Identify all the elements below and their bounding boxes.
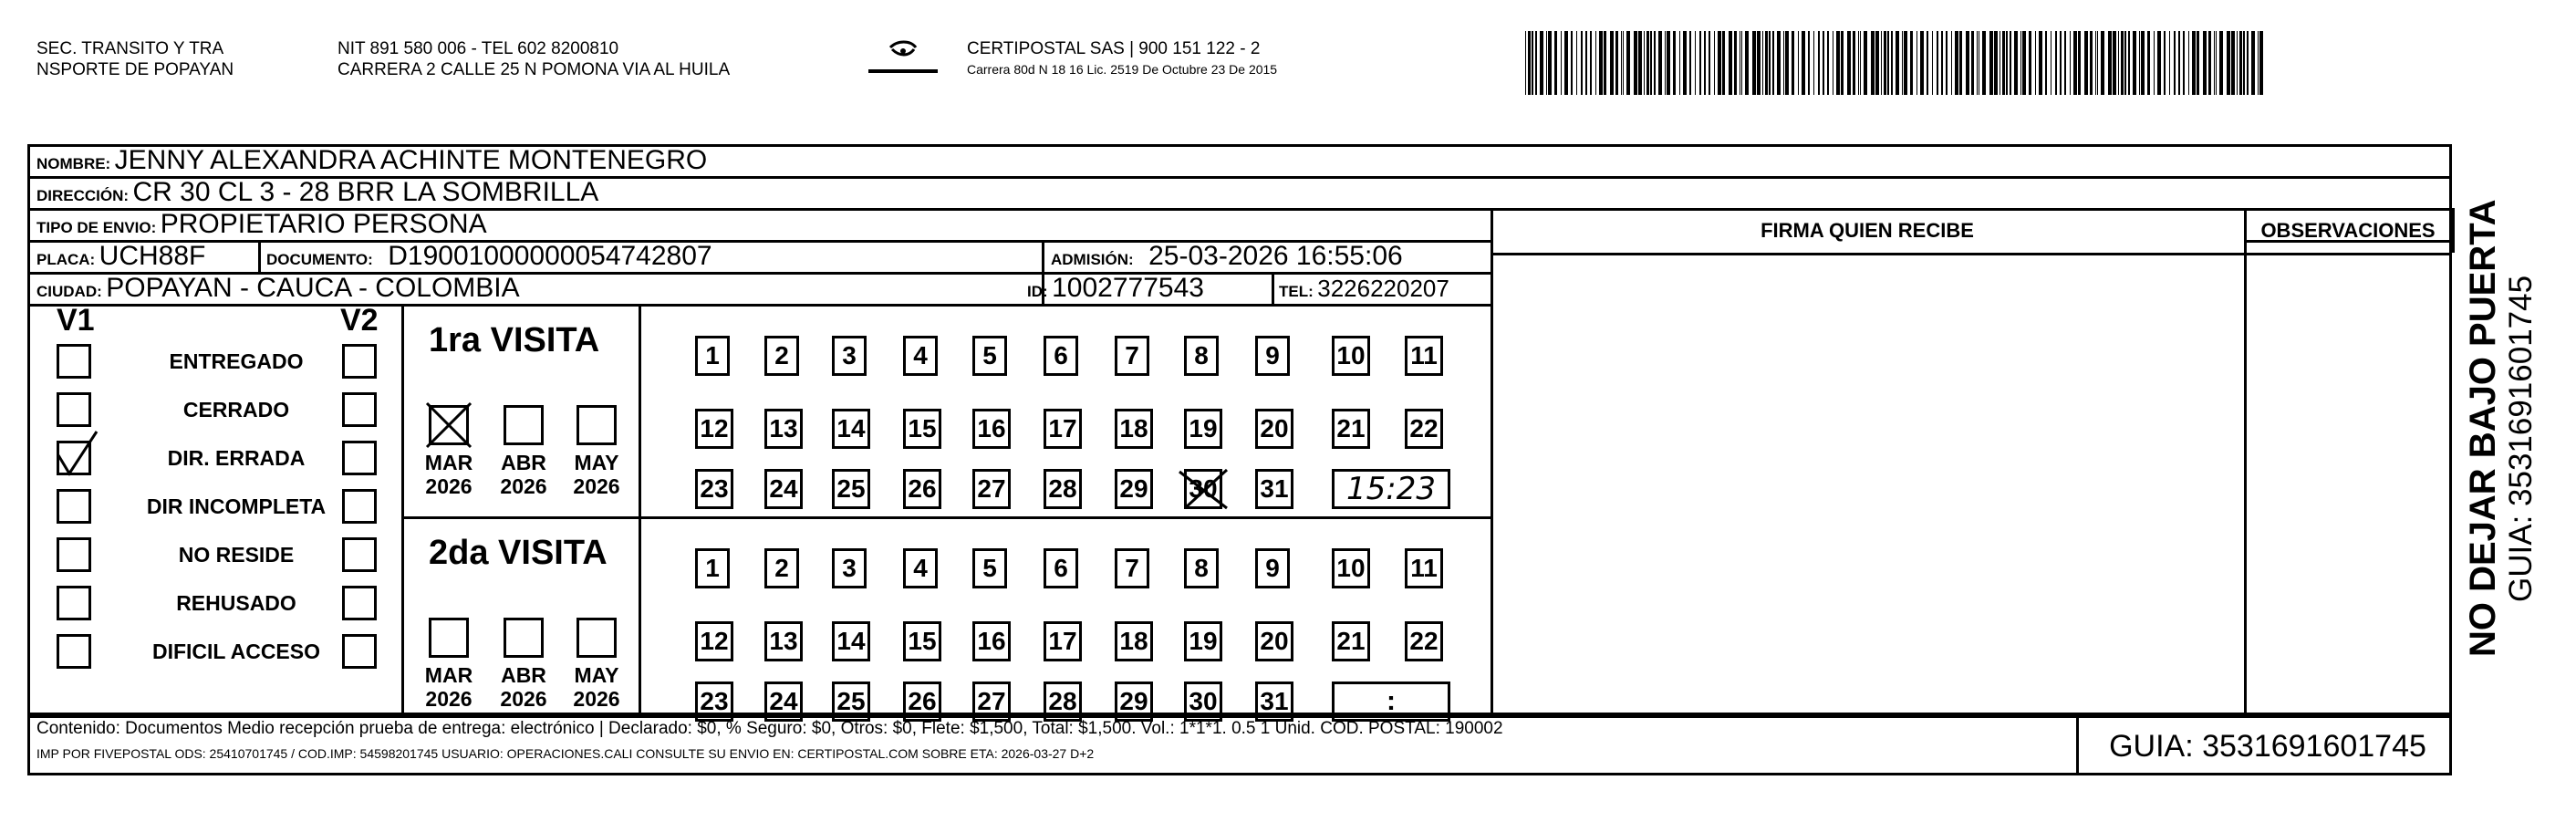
nombre-label: NOMBRE: bbox=[36, 155, 111, 172]
status-v2-checkbox[interactable] bbox=[342, 586, 377, 620]
status-v1-checkbox[interactable] bbox=[57, 537, 91, 572]
tipo-envio-label: TIPO DE ENVIO: bbox=[36, 219, 157, 236]
month-checkbox[interactable] bbox=[576, 618, 617, 658]
day-box[interactable]: 4 bbox=[903, 336, 938, 376]
direccion-label: DIRECCIÓN: bbox=[36, 187, 130, 204]
day-box[interactable]: 13 bbox=[764, 621, 803, 661]
placa-value: UCH88F bbox=[99, 241, 206, 271]
admision-label: ADMISIÓN: bbox=[1051, 251, 1134, 268]
day-box[interactable]: 17 bbox=[1044, 409, 1082, 449]
status-v2-checkbox[interactable] bbox=[342, 392, 377, 427]
day-box[interactable]: 8 bbox=[1184, 336, 1219, 376]
day-box[interactable]: 13 bbox=[764, 409, 803, 449]
status-label: CERRADO bbox=[182, 398, 290, 421]
day-box[interactable]: 6 bbox=[1044, 336, 1078, 376]
day-box[interactable]: 18 bbox=[1115, 621, 1153, 661]
sender-address: CARRERA 2 CALLE 25 N POMONA VIA AL HUILA bbox=[338, 60, 731, 79]
status-v1-checkbox[interactable] bbox=[57, 634, 91, 669]
observations-area[interactable] bbox=[2247, 255, 2452, 715]
day-box[interactable]: 12 bbox=[695, 409, 733, 449]
sender-line-1: SEC. TRANSITO Y TRA bbox=[36, 39, 224, 58]
tel-value: 3226220207 bbox=[1317, 275, 1449, 302]
visit-time-field[interactable]: 15:23 bbox=[1332, 469, 1450, 509]
day-box[interactable]: 8 bbox=[1184, 548, 1219, 588]
sender-line-2: NSPORTE DE POPAYAN bbox=[36, 60, 234, 79]
day-box[interactable]: 29 bbox=[1115, 682, 1153, 722]
status-v1-checkbox[interactable] bbox=[57, 489, 91, 524]
month-label: MAR 2026 bbox=[424, 451, 473, 498]
day-box[interactable]: 25 bbox=[832, 469, 870, 509]
side-guia-number: GUIA: 3531691601745 bbox=[2503, 275, 2539, 602]
month-checkbox[interactable] bbox=[504, 618, 544, 658]
month-label: ABR 2026 bbox=[500, 663, 547, 711]
id-value: 1002777543 bbox=[1052, 273, 1204, 303]
day-box[interactable]: 9 bbox=[1255, 548, 1290, 588]
status-v2-checkbox[interactable] bbox=[342, 441, 377, 475]
admision-value: 25-03-2026 16:55:06 bbox=[1148, 241, 1403, 271]
status-v2-checkbox[interactable] bbox=[342, 537, 377, 572]
day-box[interactable]: 11 bbox=[1405, 548, 1443, 588]
tipo-envio-value: PROPIETARIO PERSONA bbox=[160, 209, 487, 239]
id-label: ID: bbox=[1027, 283, 1048, 300]
day-box[interactable]: 20 bbox=[1255, 409, 1293, 449]
day-box[interactable]: 27 bbox=[972, 469, 1011, 509]
day-box[interactable]: 30 bbox=[1184, 682, 1222, 722]
placa-label: PLACA: bbox=[36, 251, 96, 268]
day-box[interactable]: 12 bbox=[695, 621, 733, 661]
day-box[interactable]: 24 bbox=[764, 469, 803, 509]
day-box[interactable]: 25 bbox=[832, 682, 870, 722]
day-box[interactable]: 16 bbox=[972, 621, 1011, 661]
day-box[interactable]: 9 bbox=[1255, 336, 1290, 376]
month-label: ABR 2026 bbox=[500, 451, 547, 498]
day-box[interactable]: 30 bbox=[1184, 469, 1222, 509]
status-label: REHUSADO bbox=[176, 591, 296, 615]
certipostal-logo bbox=[865, 36, 941, 82]
status-v2-checkbox[interactable] bbox=[342, 489, 377, 524]
day-box[interactable]: 29 bbox=[1115, 469, 1153, 509]
observaciones-header: OBSERVACIONES bbox=[2260, 219, 2436, 242]
status-v1-checkbox[interactable] bbox=[57, 441, 91, 475]
day-box[interactable]: 20 bbox=[1255, 621, 1293, 661]
status-v1-checkbox[interactable] bbox=[57, 344, 91, 379]
month-checkbox[interactable] bbox=[504, 405, 544, 445]
status-label: ENTREGADO bbox=[169, 349, 304, 373]
day-box[interactable]: 2 bbox=[764, 336, 799, 376]
status-label: NO RESIDE bbox=[178, 543, 295, 567]
firma-header: FIRMA QUIEN RECIBE bbox=[1761, 219, 1974, 242]
day-box[interactable]: 26 bbox=[903, 682, 941, 722]
courier-license: Carrera 80d N 18 16 Lic. 2519 De Octubre 23 De 2015 bbox=[967, 62, 1278, 77]
status-label: DIR. ERRADA bbox=[167, 446, 306, 470]
month-checkbox[interactable] bbox=[576, 405, 617, 445]
month-label: MAY 2026 bbox=[573, 451, 620, 498]
visit-title: 1ra VISITA bbox=[429, 321, 600, 359]
day-box[interactable]: 28 bbox=[1044, 469, 1082, 509]
day-box[interactable]: 16 bbox=[972, 409, 1011, 449]
month-label: MAR 2026 bbox=[424, 663, 473, 711]
day-box[interactable]: 3 bbox=[832, 336, 867, 376]
month-checkbox[interactable] bbox=[429, 618, 469, 658]
day-box[interactable]: 1 bbox=[695, 336, 730, 376]
ciudad-value: POPAYAN - CAUCA - COLOMBIA bbox=[106, 273, 520, 303]
day-box[interactable]: 7 bbox=[1115, 548, 1149, 588]
status-v1-checkbox[interactable] bbox=[57, 586, 91, 620]
day-box[interactable]: 15 bbox=[903, 409, 941, 449]
status-v2-checkbox[interactable] bbox=[342, 344, 377, 379]
ciudad-cell bbox=[36, 272, 520, 309]
day-box[interactable]: 21 bbox=[1332, 621, 1370, 661]
visit-title: 2da VISITA bbox=[429, 534, 608, 572]
status-v2-checkbox[interactable] bbox=[342, 634, 377, 669]
day-box[interactable]: 14 bbox=[832, 409, 870, 449]
signature-area[interactable] bbox=[1493, 255, 2244, 715]
day-box[interactable]: 23 bbox=[695, 469, 733, 509]
month-checkbox[interactable] bbox=[429, 405, 469, 445]
visit-time-field[interactable]: : bbox=[1332, 682, 1450, 722]
footer-guia: GUIA: 3531691601745 bbox=[2109, 729, 2426, 764]
day-box[interactable]: 5 bbox=[972, 336, 1007, 376]
barcode bbox=[1525, 31, 2270, 95]
tel-label: TEL: bbox=[1279, 283, 1314, 300]
day-box[interactable]: 1 bbox=[695, 548, 730, 588]
sender-contact bbox=[338, 38, 730, 80]
day-box[interactable]: 19 bbox=[1184, 409, 1222, 449]
day-box[interactable]: 31 bbox=[1255, 682, 1293, 722]
v1-header: V1 bbox=[57, 303, 95, 338]
sender-nit: NIT 891 580 006 - TEL 602 8200810 bbox=[338, 39, 619, 58]
day-box[interactable]: 7 bbox=[1115, 336, 1149, 376]
day-box[interactable]: 24 bbox=[764, 682, 803, 722]
status-label: DIR INCOMPLETA bbox=[146, 494, 327, 518]
day-box[interactable]: 14 bbox=[832, 621, 870, 661]
day-box[interactable]: 11 bbox=[1405, 336, 1443, 376]
ciudad-label: CIUDAD: bbox=[36, 283, 102, 300]
day-box[interactable]: 17 bbox=[1044, 621, 1082, 661]
day-box[interactable]: 10 bbox=[1332, 336, 1370, 376]
day-box[interactable]: 18 bbox=[1115, 409, 1153, 449]
documento-label: DOCUMENTO: bbox=[266, 251, 373, 268]
day-box[interactable]: 26 bbox=[903, 469, 941, 509]
courier-name: CERTIPOSTAL SAS | 900 151 122 - 2 bbox=[967, 39, 1261, 58]
tel-cell bbox=[1279, 272, 1449, 309]
day-box[interactable]: 27 bbox=[972, 682, 1011, 722]
month-label: MAY 2026 bbox=[573, 663, 620, 711]
courier-info bbox=[967, 38, 1277, 80]
status-label: DIFICIL ACCESO bbox=[151, 640, 320, 663]
direccion-value: CR 30 CL 3 - 28 BRR LA SOMBRILLA bbox=[132, 177, 599, 207]
day-box[interactable]: 21 bbox=[1332, 409, 1370, 449]
day-box[interactable]: 28 bbox=[1044, 682, 1082, 722]
footer-contenido: Contenido: Documentos Medio recepción prueba de entrega: electrónico | Declarado: $0, % Seguro: $0, Otros: $0, Flete: $1,500, Total: $1,500. Vol.: 1*1*1. 0.5 1 Unid. COD. POSTAL: 190002 bbox=[36, 719, 1503, 738]
day-box[interactable]: 19 bbox=[1184, 621, 1222, 661]
nombre-value: JENNY ALEXANDRA ACHINTE MONTENEGRO bbox=[114, 145, 708, 175]
footer-imp: IMP POR FIVEPOSTAL ODS: 25410701745 / COD.IMP: 54598201745 USUARIO: OPERACIONES.CALI CONSULTE SU ENVIO EN: CERTIPOSTAL.COM SOBRE ETA: 2026-03-27 D+2 bbox=[36, 746, 1095, 761]
day-box[interactable]: 4 bbox=[903, 548, 938, 588]
day-box[interactable]: 22 bbox=[1405, 409, 1443, 449]
side-notice bbox=[2456, 146, 2556, 712]
day-box[interactable]: 22 bbox=[1405, 621, 1443, 661]
v2-header: V2 bbox=[340, 303, 379, 338]
no-dejar-bajo-puerta: NO DEJAR BAJO PUERTA bbox=[2463, 199, 2503, 657]
sender-name bbox=[36, 38, 234, 80]
day-box[interactable]: 3 bbox=[832, 548, 867, 588]
id-cell bbox=[1027, 272, 1204, 309]
day-box[interactable]: 6 bbox=[1044, 548, 1078, 588]
status-v1-checkbox[interactable] bbox=[57, 392, 91, 427]
day-box[interactable]: 5 bbox=[972, 548, 1007, 588]
day-box[interactable]: 15 bbox=[903, 621, 941, 661]
day-box[interactable]: 31 bbox=[1255, 469, 1293, 509]
day-box[interactable]: 2 bbox=[764, 548, 799, 588]
documento-value: D19001000000054742807 bbox=[388, 241, 712, 271]
day-box[interactable]: 23 bbox=[695, 682, 733, 722]
day-box[interactable]: 10 bbox=[1332, 548, 1370, 588]
